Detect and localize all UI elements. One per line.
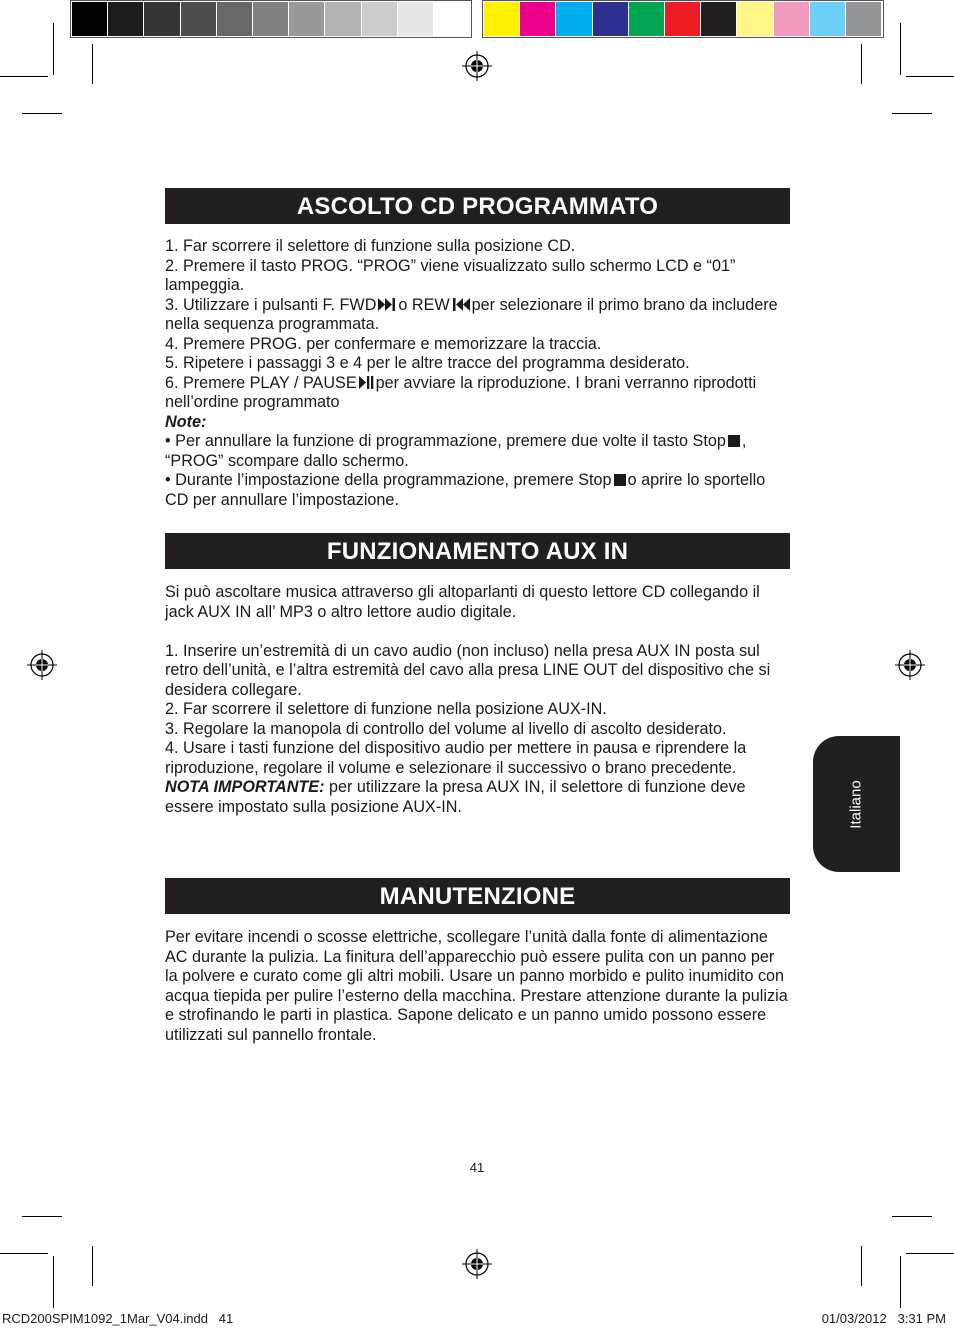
color-swatch [325,2,360,36]
important-label: NOTA IMPORTANTE: [165,778,325,796]
color-swatch [217,2,252,36]
color-swatch [774,2,809,36]
step-5: 5. Ripetere i passaggi 3 e 4 per le altre tracce del programma desiderato. [165,354,690,372]
rewind-skip-icon [452,298,470,311]
stop-icon [614,474,626,486]
step-4: 4. Premere PROG. per confermare e memorizzare la traccia. [165,334,602,353]
aux-step-1: 1. Inserire un’estremità di un cavo audio (non incluso) nella presa AUX IN posta sul retro dell’unità, e l’altra estremità del cavo alla presa LINE OUT del dispositivo che si desidera collegare. [165,641,771,699]
step-2: 2. Premere il tasto PROG. “PROG” viene visualizzato sullo schermo LCD e “01” lampeggia. [165,256,736,294]
aux-in-body [165,583,790,817]
color-swatch [484,2,519,36]
step-6: 6. Premere PLAY / PAUSE per avviare la riproduzione. I brani verranno riprodotti nell’ordine programmato [165,373,757,411]
note-2: • Durante l’impostazione della programmazione, premere Stop o aprire lo sportello CD per annullare l’impostazione. [165,471,766,509]
color-swatch [434,2,469,36]
color-swatch [701,2,736,36]
aux-important: NOTA IMPORTANTE: per utilizzare la presa AUX IN, il selettore di funzione deve essere impostato sulla posizione AUX-IN. [165,778,746,816]
manutenzione-text: Per evitare incendi o scosse elettriche, scollegare l’unità dalla fonte di alimentazione AC durante la pulizia. La finitura dell’apparecchio può essere pulita con un panno per la polvere e curato come gli altri mobili. Usare un panno morbido e pulito inumidito con acqua tiepida per pulire l’esterno della macchina. Prestare attenzione durante la pulizia e strofinando le parti in plastica. Sapone delicato e un panno umido possono essere utilizzati sul pannello frontale. [165,928,788,1044]
registration-mark-icon [462,51,492,81]
color-swatch [810,2,845,36]
color-swatch [181,2,216,36]
aux-step-4: 4. Usare i tasti funzione del dispositivo audio per mettere in pausa e riprendere la riproduzione, regolare il volume e selezionare il successivo o brano precedente. [165,739,747,777]
color-swatch [72,2,107,36]
registration-mark-icon [462,1249,492,1279]
color-swatch [737,2,772,36]
section-title-manutenzione: MANUTENZIONE [165,878,790,914]
color-swatch [593,2,628,36]
note-1: • Per annullare la funzione di programmazione, premere due volte il tasto Stop , “PROG” scompare dallo schermo. [165,432,747,470]
manutenzione-body [165,928,790,1045]
color-swatch [520,2,555,36]
page-number: 41 [469,1160,485,1175]
color-swatch [398,2,433,36]
aux-intro: Si può ascoltare musica attraverso gli altoparlanti di questo lettore CD collegando il jack AUX IN all’ MP3 o altro lettore audio digitale. [165,583,760,621]
color-swatch [362,2,397,36]
step-3: 3. Utilizzare i pulsanti F. FWD o REW per selezionare il primo brano da includere nella sequenza programmata. [165,295,778,333]
color-swatch [108,2,143,36]
color-swatch [665,2,700,36]
color-swatch [289,2,324,36]
section-title-aux-in: FUNZIONAMENTO AUX IN [165,533,790,569]
color-swatch [253,2,288,36]
color-swatch [144,2,179,36]
play-pause-icon [359,376,374,389]
ascolto-cd-body [165,237,790,510]
stop-icon [728,435,740,447]
slug-timestamp: 01/03/2012 3:31 PM [821,1311,946,1326]
color-swatch [629,2,664,36]
section-title-ascolto-cd: ASCOLTO CD PROGRAMMATO [165,188,790,224]
aux-step-2: 2. Far scorrere il selettore di funzione nella posizione AUX-IN. [165,700,607,718]
fast-forward-skip-icon [378,298,396,311]
aux-step-3: 3. Regolare la manopola di controllo del volume al livello di ascolto desiderato. [165,719,727,738]
slug-filename: RCD200SPIM1092_1Mar_V04.indd 41 [2,1311,234,1326]
color-swatch [556,2,591,36]
step-1: 1. Far scorrere il selettore di funzione sulla posizione CD. [165,237,576,255]
registration-mark-icon [895,650,925,680]
registration-mark-icon [27,650,57,680]
color-swatch [846,2,881,36]
language-tab-label: Italiano [848,779,865,829]
note-label: Note: [165,412,207,431]
